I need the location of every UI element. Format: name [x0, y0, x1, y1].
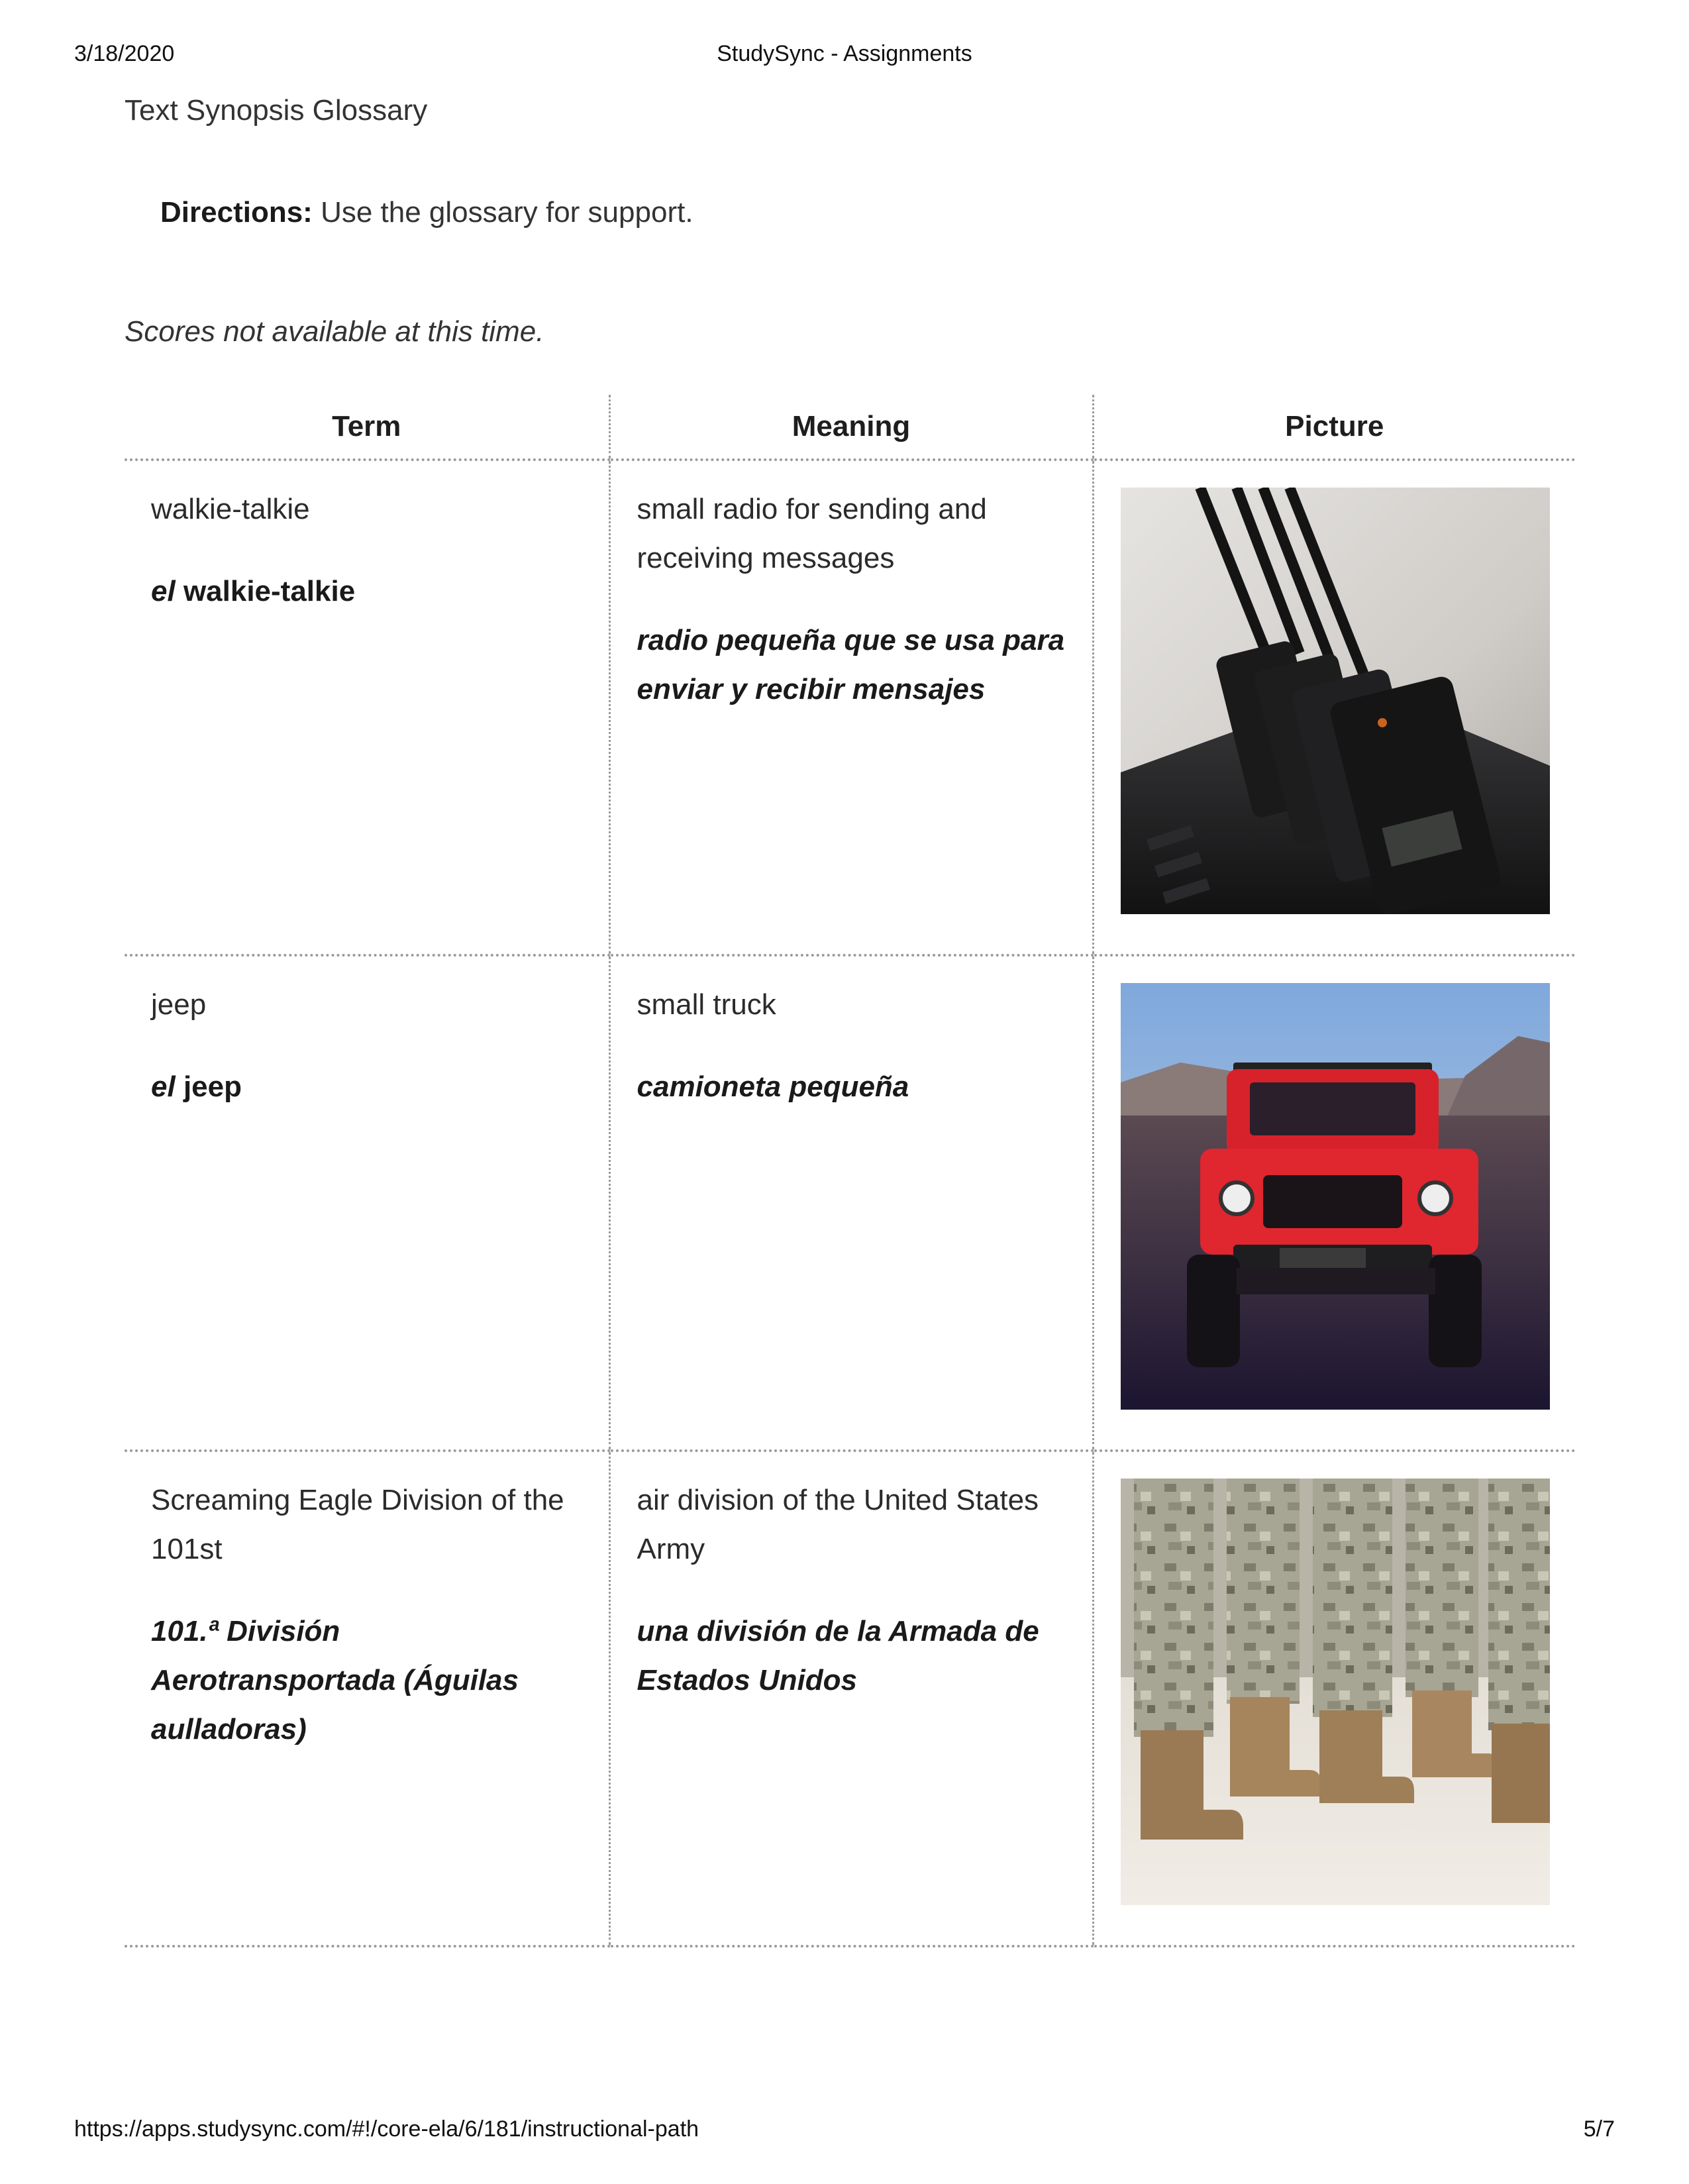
scores-note: Scores not available at this time. — [125, 315, 544, 348]
term-spanish-article: el — [151, 1070, 176, 1103]
soldiers-boots-photo — [1121, 1479, 1550, 1905]
term-english: Screaming Eagle Division of the 101st — [151, 1484, 564, 1565]
term-cell — [125, 955, 609, 1451]
directions — [160, 196, 693, 229]
picture-cell — [1093, 1451, 1575, 1946]
column-header-meaning: Meaning — [609, 395, 1093, 460]
meaning-spanish: radio pequeña que se usa para enviar y recibir mensajes — [637, 624, 1065, 705]
meaning-english: small radio for sending and receiving messages — [637, 493, 987, 574]
meaning-cell — [609, 955, 1093, 1451]
term-english: jeep — [151, 988, 207, 1021]
table-row — [125, 955, 1575, 1451]
column-header-term: Term — [125, 395, 609, 460]
table-row — [125, 1451, 1575, 1946]
table-row — [125, 460, 1575, 955]
glossary-header-row — [125, 395, 1575, 460]
red-jeep-photo — [1121, 983, 1550, 1410]
walkie-talkie-photo — [1121, 488, 1550, 914]
directions-text: Use the glossary for support. — [321, 196, 693, 229]
picture-cell — [1093, 955, 1575, 1451]
term-cell — [125, 460, 609, 955]
term-spanish — [151, 567, 582, 616]
meaning-english: small truck — [637, 988, 776, 1021]
print-date: 3/18/2020 — [74, 41, 175, 66]
meaning-cell — [609, 460, 1093, 955]
term-spanish-word: 101.ª División Aerotransportada (Águilas aulladoras) — [151, 1615, 519, 1745]
meaning-cell — [609, 1451, 1093, 1946]
meaning-spanish: camioneta pequeña — [637, 1070, 909, 1103]
term-spanish — [151, 1063, 582, 1112]
term-spanish — [151, 1607, 582, 1754]
meaning-english: air division of the United States Army — [637, 1484, 1039, 1565]
section-title: Text Synopsis Glossary — [125, 94, 428, 127]
print-header — [0, 41, 1689, 68]
term-english: walkie-talkie — [151, 493, 310, 525]
glossary-table — [125, 395, 1575, 1948]
term-spanish-word: jeep — [183, 1070, 242, 1103]
print-url: https://apps.studysync.com/#!/core-ela/6/181/instructional-path — [74, 2116, 699, 2142]
term-spanish-article: el — [151, 575, 176, 607]
print-page-number: 5/7 — [1583, 2116, 1615, 2142]
term-cell — [125, 1451, 609, 1946]
print-page-title: StudySync - Assignments — [717, 41, 972, 66]
print-footer — [0, 2116, 1689, 2143]
column-header-picture: Picture — [1093, 395, 1575, 460]
picture-cell — [1093, 460, 1575, 955]
term-spanish-word: walkie-talkie — [183, 575, 356, 607]
meaning-spanish: una división de la Armada de Estados Unidos — [637, 1615, 1039, 1696]
directions-label: Directions: — [160, 196, 313, 229]
